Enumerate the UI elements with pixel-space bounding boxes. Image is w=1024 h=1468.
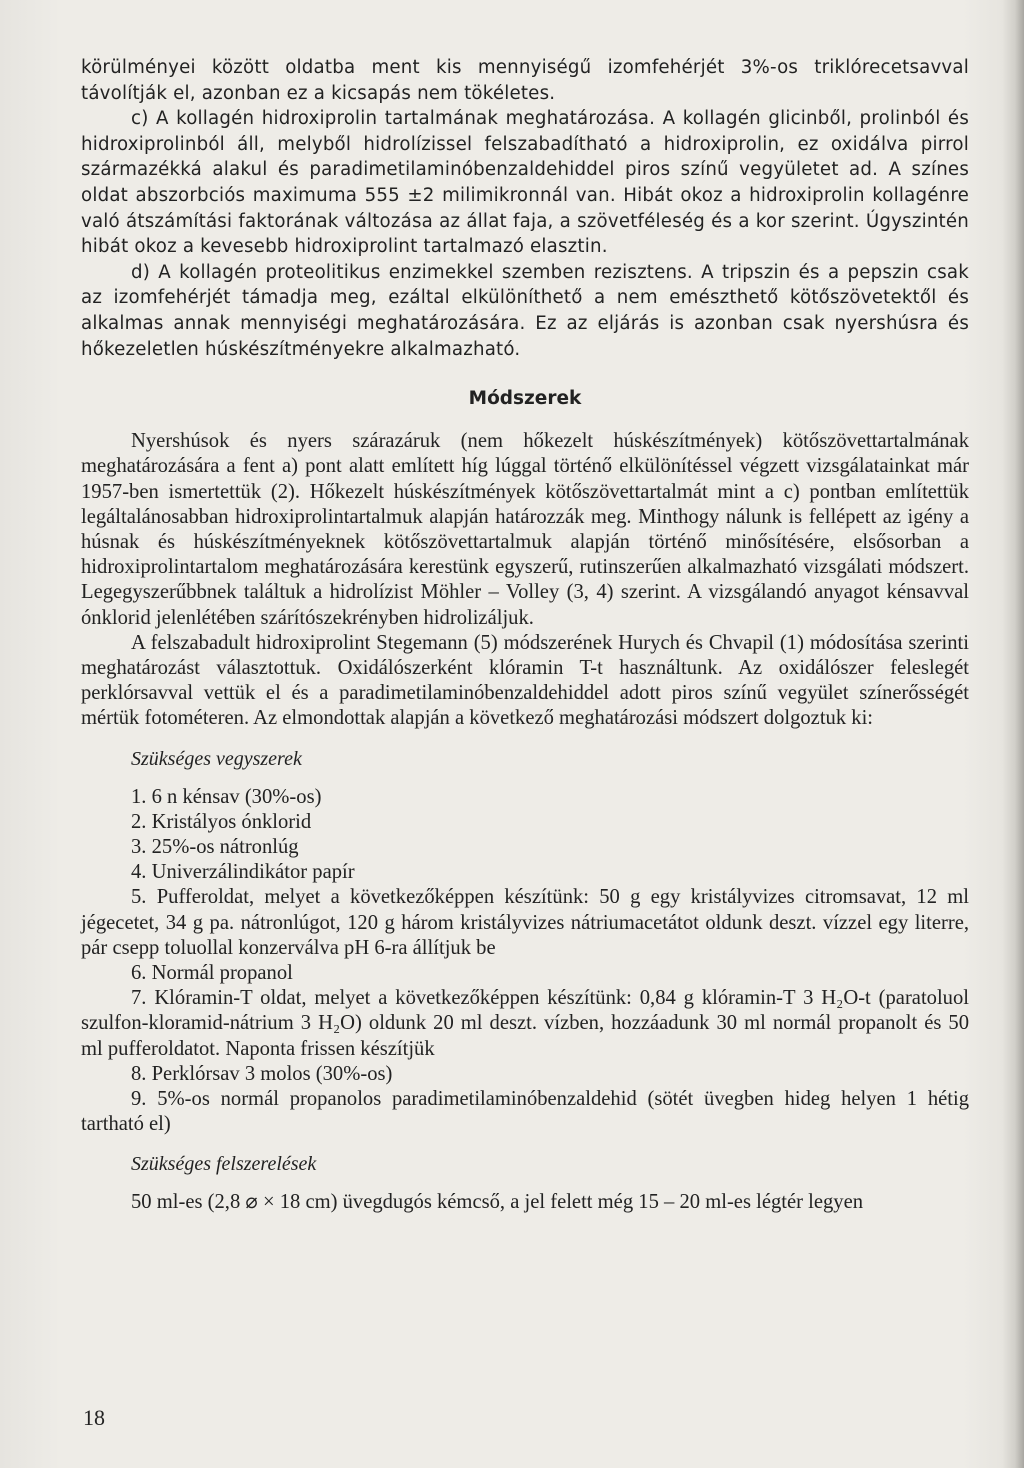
reagent-item: 3. 25%-os nátronlúg [131,835,299,858]
reagents-heading: Szükséges vegyszerek [131,747,302,770]
page-body [81,55,969,1216]
intro-paragraph-c: c) A kollagén hidroxiprolin tartalmának meghatározása. A kollagén glicinből, prolinból és hidroxiprolinból áll, melyből hidrolízissel felszabadítható a hidroxiprolin, ez oxidálva pirrol származékká alakul és paradimetilaminóbenzaldehiddel piros színű vegyületet ad. A színes oldat abszorbciós maximuma 555 ±2 milimikronnál van. Hibát okoz a hidroxiprolin kollagénre való átszámítási faktorának változása az állat faja, a szövetféleség és a kor szerint. Úgyszintén hibát okoz a kevesebb hidroxiprolint tartalmazó elasztin. [81,108,969,258]
reagent-item: 4. Univerzálindikátor papír [131,861,355,884]
methods-paragraph-2: A felszabadult hidroxiprolint Stegemann (5) módszerének Hurych és Chvapil (1) módosítása szerinti meghatározást választottuk. Oxidálószerként klóramin T-t használtunk. Az oxidálószer feleslegét perklórsavval vettük el és a paradimetilaminóbenzaldehiddel adott piros színű vegyület színerősségét mértük fotométeren. Az elmondottak alapján a következő meghatározási módszert dolgoztuk ki: [81,631,969,730]
page-edge-shadow [1002,0,1024,1468]
intro-paragraph-d: d) A kollagén proteolitikus enzimekkel szemben rezisztens. A tripszin és a pepszin csak az izomfehérjét támadja meg, ezáltal elkülöníthető a nem emészthető kötőszövetektől és alkalmas annak mennyiségi meghatározására. Ez az eljárás is azonban csak nyershúsra és hőkezeletlen húskészítményekre alkalmazható. [81,261,969,360]
reagent-item: 5. Pufferoldat, melyet a következőképpen készítünk: 50 g egy kristályvizes citromsavat, 12 ml jégecetet, 34 g pa. nátronlúgot, 120 g három kristályvizes nátriumacetátot oldunk deszt. vízzel egy literre, pár csepp toluollal konzerválva pH 6-ra állítjuk be [81,886,969,959]
methods-paragraph-1: Nyershúsok és nyers szárazáruk (nem hőkezelt húskészítmények) kötőszövettartalmának meghatározására a fent a) pont alatt említett híg lúggal történő elkülönítéssel végzett vizsgálatainkat már 1957-ben ismertettük (2). Hőkezelt húskészítmények kötőszövettartalmát mint a c) pontban említettük legáltalánosabban hidroxiprolintartalmuk alapján határozzák meg. Minthogy nálunk is fellépett az igény a húsnak és húskészítményeknek kötőszövettartalmuk alapján történő minősítésére, elsősorban a hidroxiprolintartalom meghatározására kerestünk egyszerű, rutinszerűen alkalmazható vizsgálati módszert. Legegyszerűbbnek találtuk a hidrolízist Möhler – Volley (3, 4) szerint. A vizsgálandó anyagot kénsavval ónklorid jelenlétében szárítószekrényben hidrolizáljuk. [81,430,969,629]
page-number: 18 [83,1405,105,1430]
section-heading-methods: Módszerek [468,388,582,410]
reagent-item: 9. 5%-os normál propanolos paradimetilaminóbenzaldehid (sötét üvegben hideg helyen 1 hétig tartható el) [81,1088,969,1136]
reagent-item: 8. Perklórsav 3 molos (30%-os) [131,1062,393,1085]
equipment-paragraph: 50 ml-es (2,8 ⌀ × 18 cm) üvegdugós kémcső, a jel felett még 15 – 20 ml-es légtér legyen [131,1191,864,1214]
reagent-item: 6. Normál propanol [131,961,293,984]
reagent-item: 1. 6 n kénsav (30%-os) [131,785,322,808]
reagent-item: 2. Kristályos ónklorid [131,810,312,833]
intro-paragraph-1: körülményei között oldatba ment kis mennyiségű izomfehérjét 3%-os triklórecetsavval távolítják el, azonban ez a kicsapás nem tökéletes. [81,57,969,104]
reagent-item: 7. Klóramin-T oldat, melyet a következőképpen készítünk: 0,84 g klóramin-T 3 H₂O-t (paratoluol szulfon-kloramid-nátrium 3 H₂O) oldunk 20 ml deszt. vízben, hozzáadunk 30 ml normál propanolt és 50 ml pufferoldatot. Naponta frissen készítjük [81,987,969,1060]
equipment-heading: Szükséges felszerelések [131,1153,317,1176]
